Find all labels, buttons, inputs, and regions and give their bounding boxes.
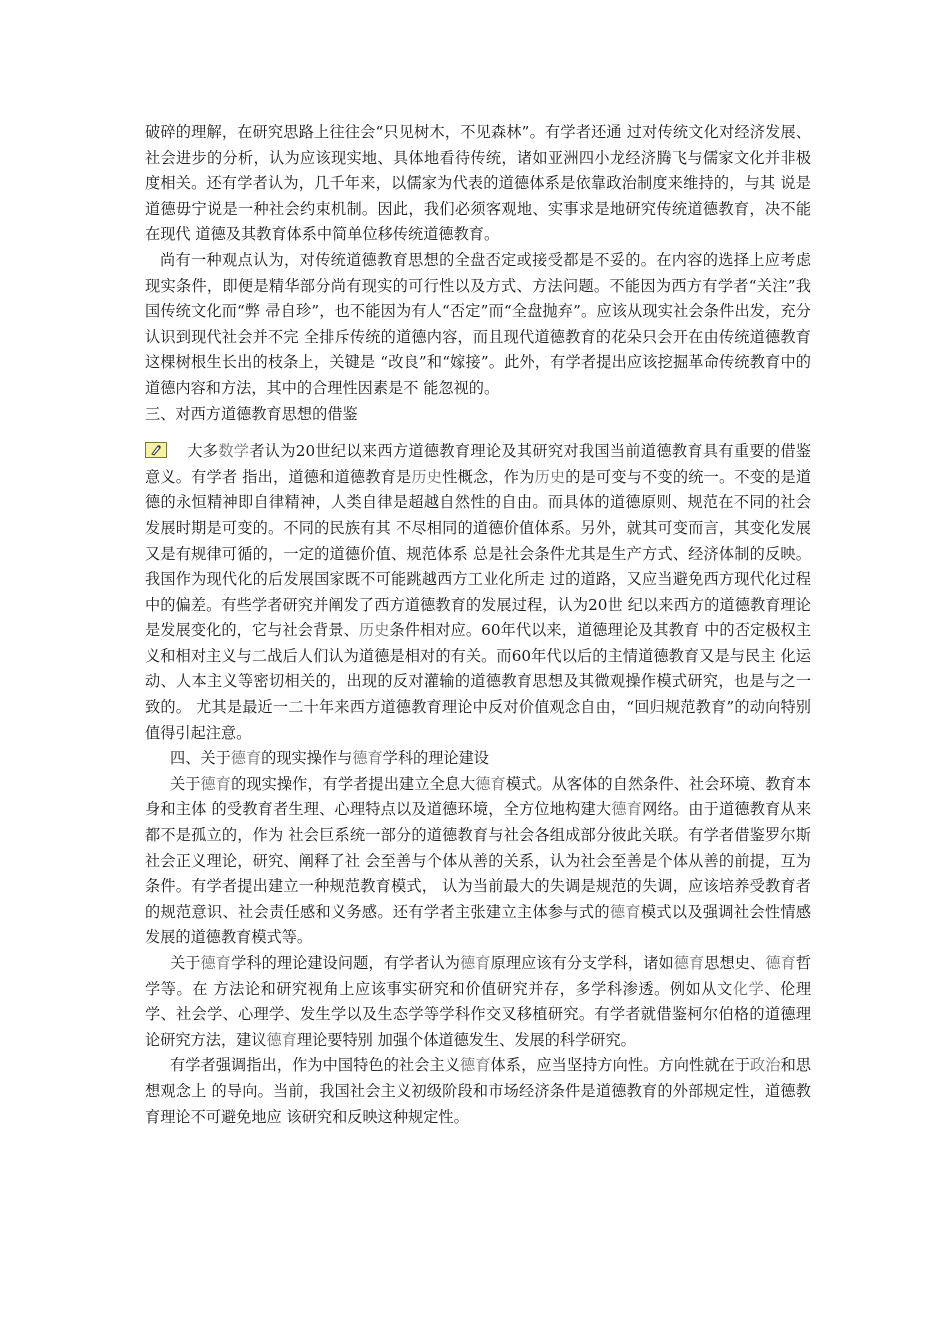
heading-text: 的现实操作与 [261,749,353,768]
paragraph-text: 原理应该有分支学科，诸如 [490,954,674,972]
paragraph-text: 关于 [170,954,201,972]
keyword-link[interactable]: 德育 [611,800,643,819]
paragraph-text: 模式以及强调社会性情感发展的道德教育模式等。 [145,902,812,947]
paragraph-text: 尚有一种观点认为，对传统道德教育思想的全盘否定或接受都是不妥的。在内容的选择上应考虑现实条件，即便是精华部分尚有现实的可行性以及方式、方法问题。不能因为西方有学者“关注”我国传统文化而“弊 帚自珍”，也不能因为有人“否定”而“全盘抛弃”。应该从现实社会条件出发，充分认识到现代社会并不完 全排斥传统的道德内容，而且现代道德教育的花朵只会开在由传统道德教育这棵树根生长出的枝条上，关键是 “改良”和“嫁接”。此外，有学者提出应该挖掘革命传统教育中的道德内容和方法，其中的合理性因素是不 能忽视的。 [145,250,811,397]
paragraph-text: 性概念，作为 [442,467,535,486]
keyword-link[interactable]: 德育 [266,1030,297,1049]
keyword-link[interactable]: 历史 [534,467,566,486]
keyword-link[interactable]: 德育 [475,774,506,793]
note-icon[interactable] [145,442,167,458]
paragraph-text: 大多 [187,442,219,461]
keyword-link[interactable]: 德育 [765,954,796,972]
paragraph-text: 理论要特别 加强个体道德发生、发展的科学研究。 [296,1030,636,1049]
keyword-link[interactable]: 历史 [358,621,390,640]
heading-text: 学科的理论建设 [382,749,489,768]
paragraph-text: 者认为20世纪以来西方道德教育理论及其研究对我国当前道德教育具有重要的借鉴意义。有学者 指出，道德和道德教育是 [145,442,812,486]
paragraph-text: 、伦理学、社会学、心理学、发生学以及生态学等学科作交叉移植研究。有学者就借鉴柯尔伯格的道德理论研究方法，建议 [145,979,811,1049]
paragraph-direction [145,1053,811,1130]
paragraph-western-reference [145,439,811,746]
paragraph-text: 有学者强调指出，作为中国特色的社会主义 [170,1056,461,1075]
paragraph-text: 的是可变与不变的统一。不变的是道德的永恒精神即自律精神，人类自律是超越自然性的自由。而具体的道德原则、规范在不同的社会发展时期是可变的。不同的民族有其 不尽相同的道德价值体系。另外，就其可变而言，其变化发展又是有规律可循的，一定的道德价值、规范体系 总是社会条件尤其是生产方式、经济体制的反映。我国作为现代化的后发展国家既不可能跳越西方工业化所走 过的道路，又应当避免西方现代化过程中的偏差。有些学者研究并阐发了西方道德教育的发展过程，认为20世 纪以来西方的道德教育理论是发展变化的，它与社会背景、 [145,467,812,640]
paragraph-text: 关于 [170,774,201,793]
paragraph-text: 的现实操作，有学者提出建立全息大 [231,774,476,793]
paragraph-theory-building [145,951,811,1053]
paragraph-text: 和思想观念上 的导向。当前，我国社会主义初级阶段和市场经济条件是道德教育的外部规定性，道德教育理论不可避免地应 该研究和反映这种规定性。 [145,1056,812,1126]
keyword-link[interactable]: 德育 [352,749,383,768]
heading-text: 四、关于 [170,749,231,768]
paragraph-text: 条件相对应。60年代以来，道德理论及其教育 中的否定极权主义和相对主义与二战后人们认为道德是相对的有关。而60年代以后的主情道德教育又是与民主 化运动、人本主义等密切相关的，出现的反对灌输的道德教育思想及其微观操作模式研究，也是与之一致的。 尤其是最近一二十年来西方道德教育理论中反对价值观念自由，“回归规范教育”的动向特别值得引起注意。 [145,621,812,742]
keyword-link[interactable]: 数学 [218,442,250,461]
keyword-link[interactable]: 德育 [609,902,641,921]
paragraph-text: 体系，应当坚持方向性。方向性就在于 [490,1056,751,1075]
paragraph-text: 哲学等。在 方法论和研究视角上应该事实研究和价值研究并存，多学科渗透。例如从文 [145,954,812,998]
paragraph-balanced-view [145,248,811,402]
paragraph-text: 网络。由于道德教育从来都不是孤立的，作为 社会巨系统一部分的道德教育与社会各组成部分彼此关联。有学者借鉴罗尔斯社会正义理论，研究、阐释了社 会至善与个体从善的关系，认为社会至善是个体从善的前提，互为条件。有学者提出建立一种规范教育模式， 认为当前最大的失调是规范的失调，应该培养受教育者的规范意识、社会责任感和义务感。还有学者主张建立主体参与式的 [145,800,812,921]
keyword-link[interactable]: 德育 [460,954,491,972]
keyword-link[interactable]: 历史 [411,467,443,486]
keyword-link[interactable]: 德育 [200,774,232,793]
keyword-link[interactable]: 政治 [750,1056,781,1075]
keyword-link[interactable]: 德育 [200,954,232,972]
keyword-link[interactable]: 德育 [460,1056,491,1075]
paragraph-text: 模式。从客体的自然条件、社会环境、教育本身和主体 的受教育者生理、心理特点以及道德环境，全方位地构建大 [145,774,812,819]
paragraph-traditional-culture [145,120,811,248]
paragraph-practical-operation [145,772,811,951]
section-heading-3: 三、对西方道德教育思想的借鉴 [145,404,358,423]
keyword-link[interactable]: 德育 [673,954,705,972]
paragraph-text: 学科的理论建设问题，有学者认为 [231,954,461,972]
document-page [145,120,811,1130]
section-heading-4 [145,746,811,772]
keyword-link[interactable]: 化学 [732,979,765,998]
paragraph-text: 思想史、 [704,954,766,972]
paragraph-text: 破碎的理解，在研究思路上往往会“只见树木，不见森林”。有学者还通 过对传统文化对经济发展、社会进步的分析，认为应该现实地、具体地看待传统，诸如亚洲四小龙经济腾飞与儒家文化并非极度相关。还有学者认为，几千年来，以儒家为代表的道德体系是依靠政治制度来维持的，与其 说是道德毋宁说是一种社会约束机制。因此，我们必须客观地、实事求是地研究传统道德教育，决不能在现代 道德及其教育体系中简单位移传统道德教育。 [145,123,811,244]
keyword-link[interactable]: 德育 [230,749,262,768]
